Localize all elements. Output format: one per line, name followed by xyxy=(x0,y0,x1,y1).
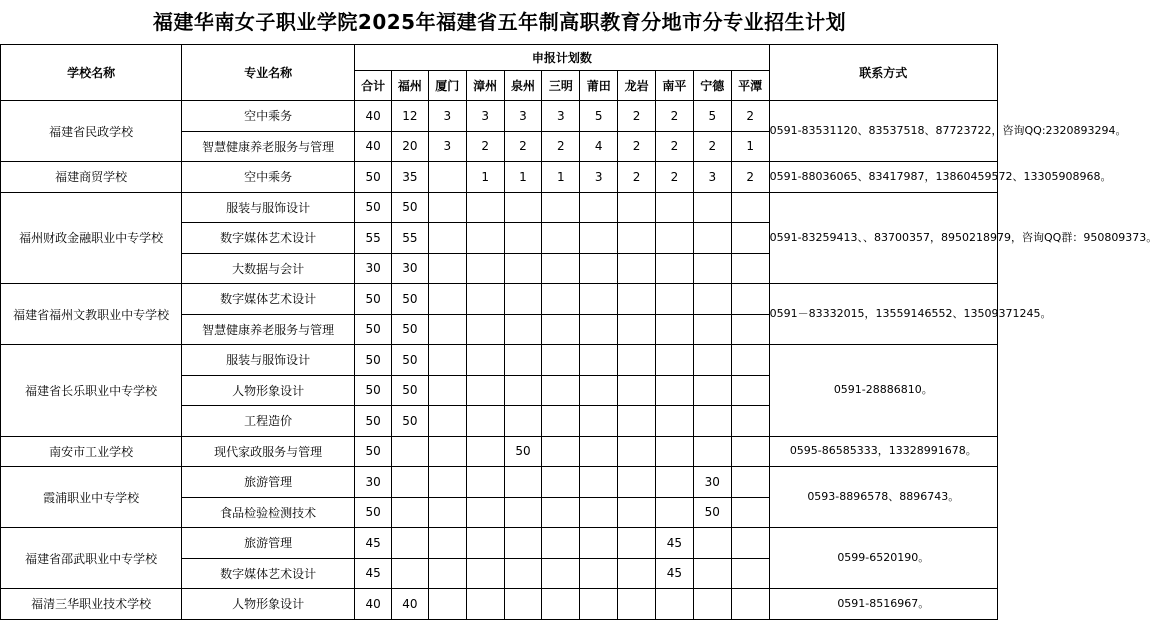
plan-count-cell xyxy=(504,375,542,406)
plan-count-cell xyxy=(731,223,769,254)
major-name: 服装与服饰设计 xyxy=(182,192,355,223)
plan-count-cell xyxy=(466,284,504,315)
school-name: 霞浦职业中专学校 xyxy=(1,467,182,528)
plan-count-cell xyxy=(618,406,656,437)
plan-count-cell xyxy=(580,406,618,437)
plan-count-cell xyxy=(656,375,694,406)
plan-count-cell xyxy=(731,345,769,376)
major-name: 数字媒体艺术设计 xyxy=(182,223,355,254)
plan-count-cell xyxy=(504,253,542,284)
plan-count-cell: 4 xyxy=(580,131,618,162)
table-body xyxy=(1,101,1157,620)
plan-count-cell xyxy=(656,467,694,498)
plan-count-cell xyxy=(618,467,656,498)
major-name: 智慧健康养老服务与管理 xyxy=(182,314,355,345)
header-contact: 联系方式 xyxy=(769,45,997,101)
plan-count-cell: 45 xyxy=(355,528,392,559)
plan-count-cell: 50 xyxy=(392,345,429,376)
plan-count-cell xyxy=(466,223,504,254)
plan-count-cell xyxy=(656,192,694,223)
plan-count-cell xyxy=(542,558,580,589)
table-row xyxy=(1,589,998,620)
plan-count-cell xyxy=(466,375,504,406)
plan-count-cell xyxy=(618,345,656,376)
plan-count-cell xyxy=(731,253,769,284)
school-name: 福建省福州文教职业中专学校 xyxy=(1,284,182,345)
header-city: 厦门 xyxy=(428,71,466,101)
plan-count-cell xyxy=(428,528,466,559)
header-city: 南平 xyxy=(656,71,694,101)
plan-count-cell xyxy=(656,345,694,376)
plan-count-cell xyxy=(466,436,504,467)
plan-count-cell xyxy=(428,284,466,315)
plan-count-cell: 55 xyxy=(355,223,392,254)
plan-count-cell xyxy=(693,192,731,223)
major-name: 工程造价 xyxy=(182,406,355,437)
plan-count-cell: 2 xyxy=(618,131,656,162)
plan-count-cell xyxy=(466,589,504,620)
plan-count-cell: 50 xyxy=(392,314,429,345)
plan-count-cell xyxy=(392,497,429,528)
plan-count-cell xyxy=(731,314,769,345)
plan-count-cell xyxy=(580,497,618,528)
plan-count-cell xyxy=(466,253,504,284)
plan-count-cell: 3 xyxy=(542,101,580,132)
plan-count-cell xyxy=(392,558,429,589)
plan-count-cell xyxy=(580,436,618,467)
plan-count-cell xyxy=(580,253,618,284)
plan-count-cell xyxy=(542,467,580,498)
plan-count-cell xyxy=(656,314,694,345)
plan-count-cell: 3 xyxy=(428,101,466,132)
plan-count-cell xyxy=(580,375,618,406)
contact-info: 0591－83332015，13559146552、13509371245。 xyxy=(769,284,997,345)
plan-count-cell: 2 xyxy=(542,131,580,162)
header-plan: 申报计划数 xyxy=(355,45,769,71)
plan-count-cell: 5 xyxy=(580,101,618,132)
plan-count-cell: 12 xyxy=(392,101,429,132)
plan-count-cell: 3 xyxy=(580,162,618,193)
plan-count-cell xyxy=(580,314,618,345)
plan-count-cell xyxy=(731,192,769,223)
plan-count-cell xyxy=(618,558,656,589)
contact-info: 0591-8516967。 xyxy=(769,589,997,620)
plan-count-cell xyxy=(580,589,618,620)
school-name: 福清三华职业技术学校 xyxy=(1,589,182,620)
school-name: 福建省邵武职业中专学校 xyxy=(1,528,182,589)
header-city: 漳州 xyxy=(466,71,504,101)
plan-count-cell xyxy=(618,375,656,406)
plan-count-cell xyxy=(466,528,504,559)
plan-count-cell xyxy=(618,589,656,620)
major-name: 数字媒体艺术设计 xyxy=(182,284,355,315)
plan-count-cell xyxy=(542,528,580,559)
plan-count-cell xyxy=(656,497,694,528)
plan-count-cell: 2 xyxy=(466,131,504,162)
plan-count-cell xyxy=(618,314,656,345)
plan-count-cell: 1 xyxy=(542,162,580,193)
plan-count-cell xyxy=(392,528,429,559)
plan-count-cell xyxy=(428,162,466,193)
plan-count-cell xyxy=(428,314,466,345)
plan-count-cell xyxy=(618,192,656,223)
header-city: 福州 xyxy=(392,71,429,101)
plan-count-cell xyxy=(693,589,731,620)
plan-count-cell xyxy=(618,436,656,467)
header-city: 泉州 xyxy=(504,71,542,101)
plan-count-cell: 50 xyxy=(355,284,392,315)
plan-count-cell: 2 xyxy=(731,101,769,132)
contact-info: 0593-8896578、8896743。 xyxy=(769,467,997,528)
plan-count-cell: 50 xyxy=(355,375,392,406)
contact-info: 0599-6520190。 xyxy=(769,528,997,589)
plan-count-cell xyxy=(656,436,694,467)
plan-count-cell: 1 xyxy=(466,162,504,193)
plan-count-cell xyxy=(618,284,656,315)
plan-count-cell: 50 xyxy=(355,314,392,345)
header-city: 宁德 xyxy=(693,71,731,101)
plan-count-cell xyxy=(542,589,580,620)
plan-count-cell: 2 xyxy=(618,101,656,132)
plan-count-cell xyxy=(428,589,466,620)
plan-count-cell xyxy=(504,223,542,254)
plan-count-cell: 55 xyxy=(392,223,429,254)
plan-count-cell: 40 xyxy=(355,131,392,162)
plan-count-cell xyxy=(731,558,769,589)
school-name: 福州财政金融职业中专学校 xyxy=(1,192,182,284)
plan-count-cell xyxy=(504,467,542,498)
plan-count-cell xyxy=(656,284,694,315)
plan-count-cell xyxy=(542,375,580,406)
plan-count-cell xyxy=(693,528,731,559)
plan-count-cell: 50 xyxy=(392,284,429,315)
plan-count-cell xyxy=(542,406,580,437)
plan-count-cell xyxy=(656,223,694,254)
plan-count-cell xyxy=(466,345,504,376)
plan-count-cell xyxy=(693,406,731,437)
plan-count-cell xyxy=(656,589,694,620)
plan-count-cell xyxy=(580,223,618,254)
plan-count-cell xyxy=(580,284,618,315)
plan-count-cell: 1 xyxy=(731,131,769,162)
major-name: 人物形象设计 xyxy=(182,375,355,406)
plan-count-cell xyxy=(693,436,731,467)
table-row xyxy=(1,436,998,467)
plan-count-cell: 40 xyxy=(355,589,392,620)
plan-count-cell xyxy=(580,528,618,559)
plan-count-cell xyxy=(580,192,618,223)
table-row xyxy=(1,192,998,223)
header-city: 三明 xyxy=(542,71,580,101)
contact-info: 0591-28886810。 xyxy=(769,345,997,437)
header-city: 平潭 xyxy=(731,71,769,101)
plan-count-cell: 30 xyxy=(355,253,392,284)
major-name: 数字媒体艺术设计 xyxy=(182,558,355,589)
major-name: 空中乘务 xyxy=(182,162,355,193)
plan-count-cell xyxy=(731,436,769,467)
plan-count-cell xyxy=(542,253,580,284)
plan-count-cell xyxy=(466,558,504,589)
plan-count-cell: 50 xyxy=(355,162,392,193)
plan-count-cell xyxy=(428,558,466,589)
plan-count-cell xyxy=(693,345,731,376)
plan-count-cell xyxy=(731,528,769,559)
plan-count-cell: 35 xyxy=(392,162,429,193)
table-row xyxy=(1,467,998,498)
header-school: 学校名称 xyxy=(1,45,182,101)
plan-count-cell: 1 xyxy=(504,162,542,193)
plan-count-cell: 2 xyxy=(504,131,542,162)
plan-count-cell xyxy=(542,314,580,345)
plan-count-cell xyxy=(693,284,731,315)
plan-count-cell: 50 xyxy=(355,497,392,528)
plan-count-cell: 50 xyxy=(504,436,542,467)
plan-count-cell xyxy=(693,253,731,284)
plan-count-cell xyxy=(542,497,580,528)
plan-count-cell xyxy=(731,284,769,315)
plan-count-cell xyxy=(504,192,542,223)
plan-count-cell: 2 xyxy=(656,131,694,162)
plan-count-cell xyxy=(693,314,731,345)
plan-count-cell: 30 xyxy=(355,467,392,498)
header-city: 合计 xyxy=(355,71,392,101)
plan-count-cell xyxy=(618,223,656,254)
plan-count-cell: 2 xyxy=(656,101,694,132)
plan-count-cell xyxy=(542,192,580,223)
plan-count-cell xyxy=(504,284,542,315)
header-major: 专业名称 xyxy=(182,45,355,101)
plan-count-cell xyxy=(618,528,656,559)
plan-count-cell: 50 xyxy=(355,436,392,467)
plan-count-cell xyxy=(428,375,466,406)
major-name: 空中乘务 xyxy=(182,101,355,132)
plan-count-cell xyxy=(504,528,542,559)
plan-count-cell xyxy=(580,345,618,376)
plan-count-cell: 3 xyxy=(504,101,542,132)
contact-info: 0591-88036065、83417987，13860459572、13305908968。 xyxy=(769,162,997,193)
plan-count-cell: 50 xyxy=(355,345,392,376)
plan-count-cell xyxy=(504,406,542,437)
plan-count-cell xyxy=(428,436,466,467)
plan-count-cell xyxy=(504,345,542,376)
table-row xyxy=(1,284,998,315)
plan-count-cell xyxy=(428,345,466,376)
plan-count-cell xyxy=(731,589,769,620)
plan-count-cell: 45 xyxy=(656,558,694,589)
plan-count-cell: 2 xyxy=(693,131,731,162)
plan-count-cell xyxy=(392,436,429,467)
plan-count-cell: 45 xyxy=(656,528,694,559)
school-name: 福建商贸学校 xyxy=(1,162,182,193)
page-title: 福建华南女子职业学院2025年福建省五年制高职教育分地市分专业招生计划 xyxy=(152,10,847,34)
plan-count-cell xyxy=(466,192,504,223)
plan-count-cell xyxy=(466,406,504,437)
major-name: 人物形象设计 xyxy=(182,589,355,620)
plan-count-cell: 30 xyxy=(693,467,731,498)
school-name: 福建省长乐职业中专学校 xyxy=(1,345,182,437)
plan-count-cell: 40 xyxy=(392,589,429,620)
plan-count-cell xyxy=(731,406,769,437)
table-row xyxy=(1,101,998,132)
header-city: 龙岩 xyxy=(618,71,656,101)
plan-count-cell xyxy=(392,467,429,498)
major-name: 现代家政服务与管理 xyxy=(182,436,355,467)
plan-count-cell xyxy=(428,467,466,498)
plan-count-cell xyxy=(542,436,580,467)
plan-count-cell: 20 xyxy=(392,131,429,162)
plan-count-cell xyxy=(504,558,542,589)
plan-count-cell: 50 xyxy=(355,192,392,223)
plan-count-cell xyxy=(466,314,504,345)
plan-count-cell xyxy=(466,467,504,498)
table-row xyxy=(1,162,998,193)
plan-count-cell: 3 xyxy=(466,101,504,132)
plan-count-cell: 3 xyxy=(693,162,731,193)
plan-count-cell xyxy=(618,497,656,528)
plan-count-cell xyxy=(656,253,694,284)
plan-count-cell xyxy=(542,223,580,254)
plan-count-cell xyxy=(731,497,769,528)
plan-count-cell: 2 xyxy=(731,162,769,193)
table-row xyxy=(1,528,998,559)
plan-count-cell xyxy=(504,497,542,528)
major-name: 食品检验检测技术 xyxy=(182,497,355,528)
plan-count-cell xyxy=(504,589,542,620)
major-name: 大数据与会计 xyxy=(182,253,355,284)
plan-count-cell xyxy=(580,558,618,589)
plan-count-cell: 50 xyxy=(392,192,429,223)
contact-info: 0591-83531120、83537518、87723722，咨询QQ:2320893294。 xyxy=(769,101,997,162)
plan-count-cell: 50 xyxy=(392,406,429,437)
plan-count-cell: 50 xyxy=(392,375,429,406)
plan-count-cell: 2 xyxy=(656,162,694,193)
plan-count-cell xyxy=(693,558,731,589)
plan-count-cell: 30 xyxy=(392,253,429,284)
plan-count-cell xyxy=(580,467,618,498)
contact-info: 0591-83259413、、83700357，8950218979，咨询QQ群：950809373。 xyxy=(769,192,997,284)
plan-count-cell: 5 xyxy=(693,101,731,132)
plan-count-cell xyxy=(618,253,656,284)
school-name: 福建省民政学校 xyxy=(1,101,182,162)
plan-count-cell: 45 xyxy=(355,558,392,589)
school-name: 南安市工业学校 xyxy=(1,436,182,467)
enrollment-plan-table xyxy=(0,44,1157,620)
plan-count-cell xyxy=(693,223,731,254)
plan-count-cell xyxy=(731,467,769,498)
plan-count-cell xyxy=(466,497,504,528)
plan-count-cell: 40 xyxy=(355,101,392,132)
plan-count-cell xyxy=(542,284,580,315)
major-name: 服装与服饰设计 xyxy=(182,345,355,376)
plan-count-cell xyxy=(428,253,466,284)
contact-info: 0595-86585333，13328991678。 xyxy=(769,436,997,467)
plan-count-cell xyxy=(542,345,580,376)
plan-count-cell: 50 xyxy=(355,406,392,437)
plan-count-cell: 3 xyxy=(428,131,466,162)
major-name: 智慧健康养老服务与管理 xyxy=(182,131,355,162)
major-name: 旅游管理 xyxy=(182,528,355,559)
plan-count-cell xyxy=(428,497,466,528)
header-city: 莆田 xyxy=(580,71,618,101)
plan-count-cell xyxy=(693,375,731,406)
plan-count-cell: 50 xyxy=(693,497,731,528)
plan-count-cell xyxy=(428,192,466,223)
plan-count-cell: 2 xyxy=(618,162,656,193)
plan-count-cell xyxy=(656,406,694,437)
plan-count-cell xyxy=(428,223,466,254)
plan-count-cell xyxy=(731,375,769,406)
table-row xyxy=(1,345,998,376)
major-name: 旅游管理 xyxy=(182,467,355,498)
plan-count-cell xyxy=(428,406,466,437)
plan-count-cell xyxy=(504,314,542,345)
